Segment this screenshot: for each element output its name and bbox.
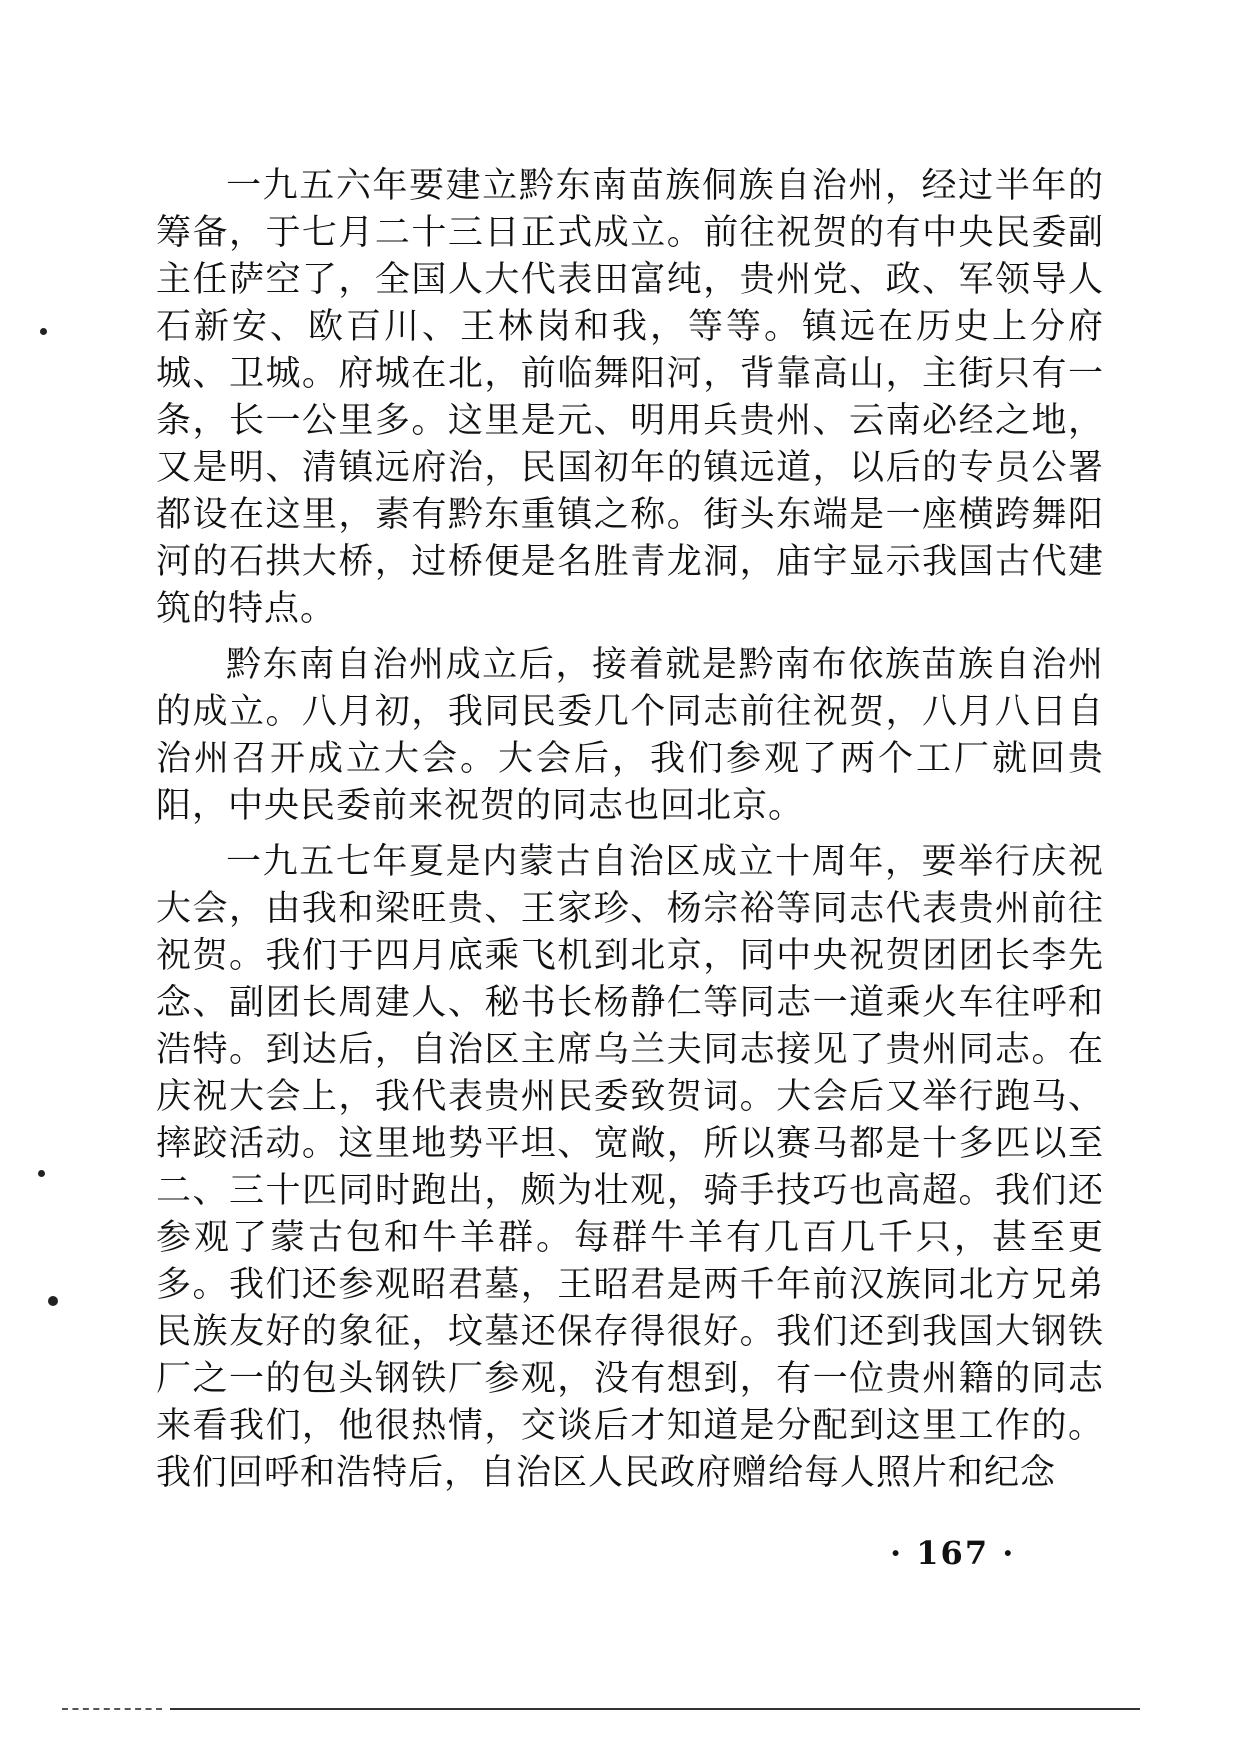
margin-mark [40, 328, 47, 335]
body-text [156, 163, 1104, 1506]
footer-rule [170, 1708, 1140, 1710]
footer-dashes [62, 1708, 162, 1710]
paragraph-qiannan: 黔东南自治州成立后，接着就是黔南布依族苗族自治州的成立。八月初，我同民委几个同志前往祝贺，八月八日自治州召开成立大会。大会后，我们参观了两个工厂就回贵阳，中央民委前来祝贺的同志也回北京。 [156, 645, 1104, 826]
paragraph-inner-mongolia: 一九五七年夏是内蒙古自治区成立十周年，要举行庆祝大会，由我和梁旺贵、王家珍、杨宗裕等同志代表贵州前往祝贺。我们于四月底乘飞机到北京，同中央祝贺团团长李先念、副团长周建人、秘书长杨静仁等同志一道乘火车往呼和浩特。到达后，自治区主席乌兰夫同志接见了贵州同志。在庆祝大会上，我代表贵州民委致贺词。大会后又举行跑马、摔跤活动。这里地势平坦、宽敞，所以赛马都是十多匹以至二、三十匹同时跑出，颇为壮观，骑手技巧也高超。我们还参观了蒙古包和牛羊群。每群牛羊有几百几千只，甚至更多。我们还参观昭君墓，王昭君是两千年前汉族同北方兄弟民族友好的象征，坟墓还保存得很好。我们还到我国大钢铁厂之一的包头钢铁厂参观，没有想到，有一位贵州籍的同志来看我们，他很热情，交谈后才知道是分配到这里工作的。我们回呼和浩特后，自治区人民政府赠给每人照片和纪念 [156, 842, 1104, 1493]
margin-mark [38, 1170, 45, 1177]
paragraph-qiandongnan: 一九五六年要建立黔东南苗族侗族自治州，经过半年的筹备，于七月二十三日正式成立。前往祝贺的有中央民委副主任萨空了，全国人大代表田富纯，贵州党、政、军领导人石新安、欧百川、王林岗和我，等等。镇远在历史上分府城、卫城。府城在北，前临舞阳河，背靠高山，主街只有一条，长一公里多。这里是元、明用兵贵州、云南必经之地，又是明、清镇远府治，民国初年的镇远道，以后的专员公署都设在这里，素有黔东重镇之称。街头东端是一座横跨舞阳河的石拱大桥，过桥便是名胜青龙洞，庙宇显示我国古代建筑的特点。 [156, 166, 1104, 629]
margin-mark [48, 1296, 58, 1306]
page-number: · 167 · [890, 1534, 1016, 1572]
